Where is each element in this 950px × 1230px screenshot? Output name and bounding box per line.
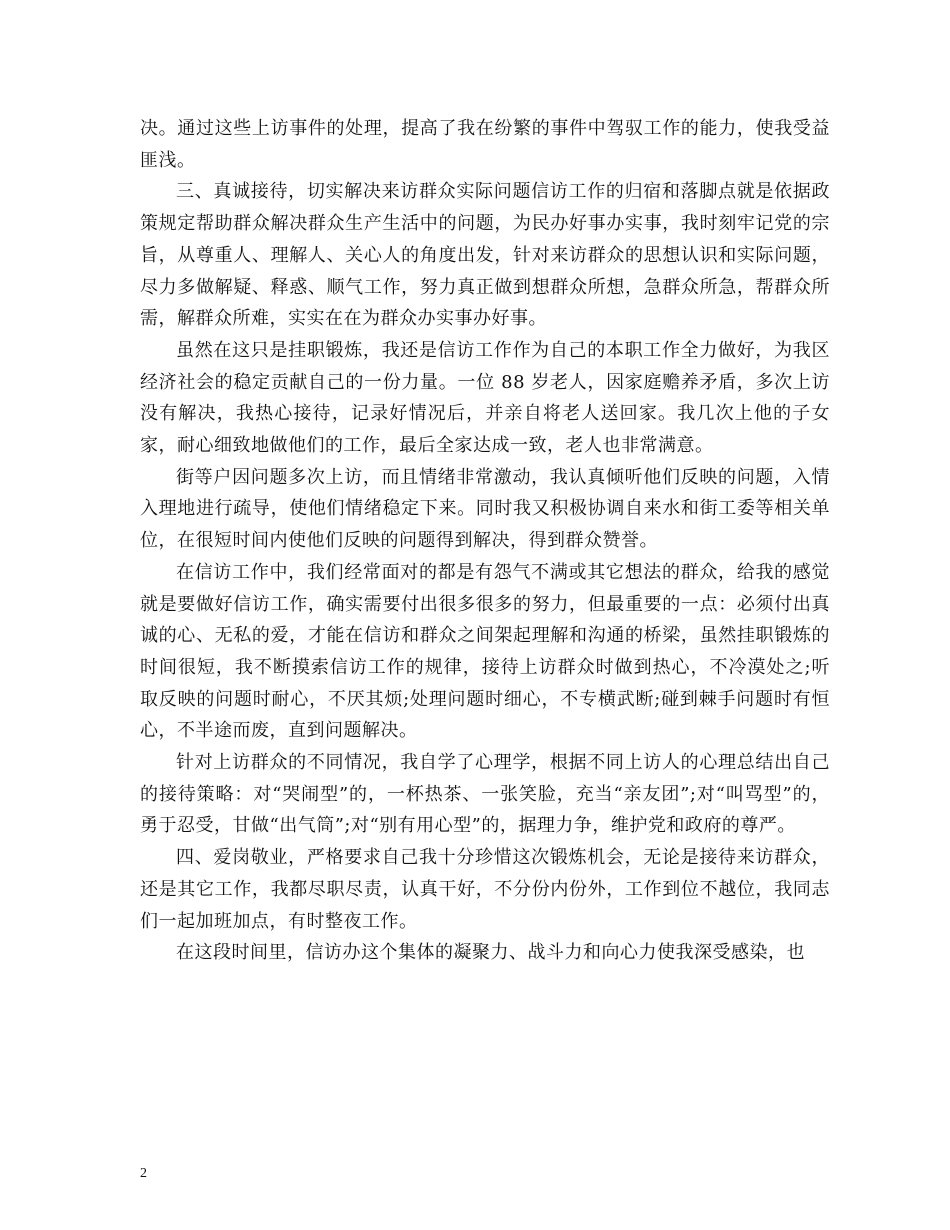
paragraph-4: 街等户因问题多次上访，而且情绪非常激动，我认真倾听他们反映的问题，入情入理地进行疏导，使他们情绪稳定下来。同时我又积极协调自来水和街工委等相关单位，在很短时间内使他们反映的问题得到解决，得到群众赞誉。 xyxy=(140,466,830,552)
paragraph-7: 四、爱岗敬业，严格要求自己我十分珍惜这次锻炼机会，无论是接待来访群众，还是其它工作，我都尽职尽责，认真干好，不分份内份外，工作到位不越位，我同志们一起加班加点，有时整夜工作。 xyxy=(140,847,830,932)
paragraph-1: 决。通过这些上访事件的处理，提高了我在纷繁的事件中驾驭工作的能力，使我受益匪浅。 xyxy=(140,118,830,171)
paragraph-5: 在信访工作中，我们经常面对的都是有怨气不满或其它想法的群众，给我的感觉就是要做好信访工作，确实需要付出很多很多的努力，但最重要的一点：必须付出真诚的心、无私的爱，才能在信访和群众之间架起理解和沟通的桥梁，虽然挂职锻炼的时间很短，我不断摸索信访工作的规律，接待上访群众时做到热心，不冷漠处之;听取反映的问题时耐心，不厌其烦;处理问题时细心，不专横武断;碰到棘手问题时有恒心，不半途而废，直到问题解决。 xyxy=(140,561,830,742)
document-body xyxy=(140,113,830,969)
paragraph-8: 在这段时间里，信访办这个集体的凝聚力、战斗力和向心力使我深受感染，也 xyxy=(176,942,805,964)
paragraph-3: 虽然在这只是挂职锻炼，我还是信访工作作为自己的本职工作全力做好，为我区经济社会的稳定贡献自己的一份力量。一位 88 岁老人，因家庭赡养矛盾，多次上访没有解决，我热心接待，记录好情况后，并亲自将老人送回家。我几次上他的子女家，耐心细致地做他们的工作，最后全家达成一致，老人也非常满意。 xyxy=(140,339,830,457)
paragraph-2: 三、真诚接待，切实解决来访群众实际问题信访工作的归宿和落脚点就是依据政策规定帮助群众解决群众生产生活中的问题，为民办好事办实事，我时刻牢记党的宗旨，从尊重人、理解人、关心人的角度出发，针对来访群众的思想认识和实际问题，尽力多做解疑、释惑、顺气工作，努力真正做到想群众所想，急群众所急，帮群众所需，解群众所难，实实在在为群众办实事办好事。 xyxy=(140,181,830,330)
page-number: 2 xyxy=(140,1166,147,1181)
paragraph-6: 针对上访群众的不同情况，我自学了心理学，根据不同上访人的心理总结出自己的接待策略：对“哭闹型”的，一杯热茶、一张笑脸，充当“亲友团”;对“叫骂型”的，勇于忍受，甘做“出气筒”;对“别有用心型”的，据理力争，维护党和政府的尊严。 xyxy=(140,752,830,837)
